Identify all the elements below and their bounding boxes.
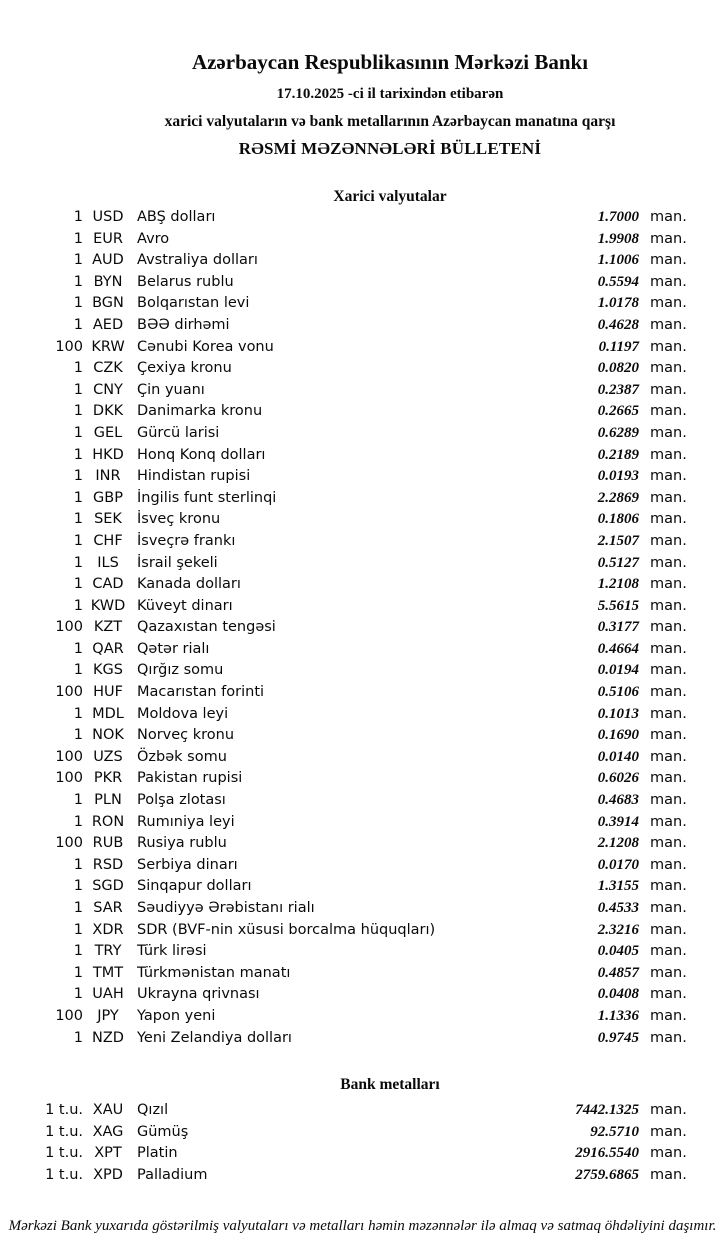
quantity-value: 1 <box>73 943 83 960</box>
unit-label: man. <box>650 1007 687 1024</box>
quantity-value: 1 <box>73 446 83 463</box>
rate-value: 1.2108 <box>597 576 639 593</box>
rate-value: 2.2869 <box>597 489 639 506</box>
rate-value: 0.2665 <box>597 403 639 420</box>
rate-value: 0.5106 <box>597 684 639 701</box>
currency-code: HUF <box>93 684 123 701</box>
unit-label: man. <box>650 1166 687 1183</box>
rate-value: 5.5615 <box>597 597 639 614</box>
unit-label: man. <box>650 252 687 269</box>
currency-name: Qırğız somu <box>137 662 224 679</box>
currency-code: GBP <box>93 489 123 506</box>
currency-name: Səudiyyə Ərəbistanı rialı <box>137 900 315 916</box>
currency-code: KRW <box>91 338 125 355</box>
rate-value: 0.4628 <box>597 316 639 333</box>
rate-row <box>0 293 725 315</box>
quantity-value: 1 <box>73 705 83 722</box>
rate-row <box>0 1165 725 1187</box>
rate-value: 0.4664 <box>597 640 639 657</box>
currency-name: Norveç kronu <box>137 727 235 744</box>
currency-code: KGS <box>93 662 123 679</box>
unit-label: man. <box>650 316 687 333</box>
quantity-value: 100 <box>55 1007 83 1024</box>
currency-name: Türkmənistan manatı <box>137 964 291 981</box>
currency-code: KWD <box>90 597 126 614</box>
rate-value: 0.0193 <box>597 468 639 485</box>
currency-name: Moldova leyi <box>137 705 229 722</box>
quantity-value: 1 <box>73 964 83 981</box>
unit-label: man. <box>650 446 687 463</box>
rate-row <box>0 768 725 790</box>
rate-value: 1.3155 <box>597 878 639 895</box>
rate-row <box>0 617 725 639</box>
quantity-value: 1 t.u. <box>45 1102 83 1119</box>
quantity-value: 1 <box>73 576 83 593</box>
rate-row <box>0 682 725 704</box>
rate-value: 2759.6865 <box>575 1166 639 1183</box>
currency-code: CHF <box>93 532 123 549</box>
unit-label: man. <box>650 1029 687 1046</box>
currency-code: SAR <box>93 900 123 916</box>
quantity-value: 1 <box>73 316 83 333</box>
rate-row <box>0 337 725 359</box>
currency-name: BƏƏ dirhəmi <box>137 316 230 333</box>
currency-name: Gürcü larisi <box>137 424 220 441</box>
currency-name: İsrail şekeli <box>137 554 218 571</box>
rate-value: 0.2189 <box>597 446 639 463</box>
rate-row <box>0 229 725 251</box>
quantity-value: 1 <box>73 468 83 485</box>
unit-label: man. <box>650 640 687 657</box>
currency-name: Rusiya rublu <box>137 835 227 852</box>
currency-name: Qətər rialı <box>137 640 210 657</box>
currency-code: RUB <box>92 835 124 852</box>
quantity-value: 1 <box>73 856 83 873</box>
quantity-value: 1 <box>73 662 83 679</box>
bulletin-header <box>0 0 725 158</box>
currency-code: KZT <box>93 619 123 636</box>
currency-name: Özbək somu <box>137 748 227 765</box>
rate-value: 0.6026 <box>597 770 639 787</box>
rate-value: 1.1006 <box>597 252 639 269</box>
currency-code: RON <box>91 813 125 830</box>
unit-label: man. <box>650 900 687 916</box>
currency-name: Rumıniya leyi <box>137 813 235 830</box>
currency-code: SEK <box>94 511 122 528</box>
currency-name: Qızıl <box>137 1102 169 1119</box>
rate-value: 92.5710 <box>590 1123 639 1140</box>
currency-code: JPY <box>97 1007 119 1024</box>
rate-row <box>0 855 725 877</box>
rate-value: 0.0140 <box>597 748 639 765</box>
quantity-value: 1 t.u. <box>45 1166 83 1183</box>
currency-name: İsveç kronu <box>137 511 221 528</box>
rate-value: 0.2387 <box>597 381 639 398</box>
rate-row <box>0 531 725 553</box>
rate-value: 0.0820 <box>597 360 639 377</box>
rate-row <box>0 725 725 747</box>
rate-value: 0.3177 <box>597 619 639 636</box>
unit-label: man. <box>650 1123 687 1140</box>
bank-name: Azərbaycan Respublikasının Mərkəzi Bankı <box>191 50 589 74</box>
unit-label: man. <box>650 1102 687 1119</box>
quantity-value: 1 <box>73 489 83 506</box>
quantity-value: 100 <box>55 338 83 355</box>
quantity-value: 1 <box>73 381 83 398</box>
rate-row <box>0 272 725 294</box>
currency-code: XPT <box>94 1145 122 1162</box>
currency-code: TMT <box>92 964 124 981</box>
rate-row <box>0 1122 725 1144</box>
currency-code: UAH <box>92 986 124 1003</box>
rate-value: 0.1690 <box>597 727 639 744</box>
rate-row <box>0 488 725 510</box>
rate-row <box>0 445 725 467</box>
unit-label: man. <box>650 576 687 593</box>
rate-row <box>0 401 725 423</box>
rate-row <box>0 898 725 920</box>
currency-name: Qazaxıstan tengəsi <box>137 619 276 636</box>
rate-value: 0.0408 <box>597 986 639 1003</box>
currency-code: MDL <box>92 705 124 722</box>
quantity-value: 1 <box>73 511 83 528</box>
unit-label: man. <box>650 748 687 765</box>
rate-value: 0.5594 <box>597 273 639 290</box>
unit-label: man. <box>650 403 687 420</box>
currency-code: AED <box>92 316 124 333</box>
unit-label: man. <box>650 532 687 549</box>
rate-value: 0.0194 <box>597 662 639 679</box>
unit-label: man. <box>650 468 687 485</box>
quantity-value: 1 <box>73 1029 83 1046</box>
quantity-value: 1 <box>73 921 83 938</box>
currency-name: İngilis funt sterlinqi <box>137 489 277 506</box>
currency-name: Palladium <box>137 1166 208 1183</box>
quantity-value: 1 <box>73 813 83 830</box>
rate-row <box>0 358 725 380</box>
unit-label: man. <box>650 489 687 506</box>
unit-label: man. <box>650 230 687 247</box>
currency-code: BYN <box>93 273 123 290</box>
currency-code: PKR <box>93 770 123 787</box>
currencies-section-title: Xarici valyutalar <box>333 188 447 205</box>
rate-row <box>0 509 725 531</box>
currency-name: Gümüş <box>137 1123 189 1140</box>
quantity-value: 1 <box>73 727 83 744</box>
currency-name: Platin <box>137 1145 178 1162</box>
quantity-value: 1 <box>73 403 83 420</box>
currency-code: RSD <box>92 856 124 873</box>
disclaimer-text: Mərkəzi Bank yuxarıda göstərilmiş valyutaları və metalları həmin məzənnələr ilə almaq və satmaq öhdəliyini daşımır. <box>8 1217 717 1234</box>
quantity-value: 1 <box>73 273 83 290</box>
currency-code: PLN <box>94 792 122 809</box>
currency-code: EUR <box>93 230 123 247</box>
currency-name: İsveçrə frankı <box>137 532 236 549</box>
currency-code: SGD <box>92 878 124 895</box>
rate-value: 0.5127 <box>597 554 639 571</box>
rate-row <box>0 207 725 229</box>
currency-name: Avro <box>137 230 170 247</box>
unit-label: man. <box>650 619 687 636</box>
unit-label: man. <box>650 511 687 528</box>
rate-value: 0.6289 <box>597 424 639 441</box>
unit-label: man. <box>650 338 687 355</box>
metals-section-title: Bank metalları <box>340 1076 440 1094</box>
currency-code: CNY <box>93 381 123 398</box>
currency-code: UZS <box>93 748 123 765</box>
quantity-value: 100 <box>55 748 83 765</box>
bulletin-title: RƏSMİ MƏZƏNNƏLƏRİ BÜLLETENİ <box>238 139 542 158</box>
rate-row <box>0 833 725 855</box>
unit-label: man. <box>650 770 687 787</box>
currency-name: ABŞ dolları <box>137 209 216 225</box>
rate-row <box>0 812 725 834</box>
unit-label: man. <box>650 684 687 701</box>
currency-name: Serbiya dinarı <box>137 856 238 873</box>
rate-row <box>0 315 725 337</box>
rate-row <box>0 1143 725 1165</box>
currency-name: Pakistan rupisi <box>137 770 243 787</box>
currency-code: NZD <box>92 1029 124 1046</box>
currency-name: Sinqapur dolları <box>137 878 252 895</box>
quantity-value: 1 <box>73 554 83 571</box>
quantity-value: 1 <box>73 640 83 657</box>
currency-name: Honq Konq dolları <box>137 446 266 463</box>
quantity-value: 1 <box>73 792 83 809</box>
currency-name: Yapon yeni <box>137 1007 216 1024</box>
quantity-value: 100 <box>55 835 83 852</box>
metal-rates-table <box>0 1100 725 1186</box>
quantity-value: 1 <box>73 252 83 269</box>
rate-value: 1.9908 <box>597 230 639 247</box>
rate-value: 1.0178 <box>597 295 639 312</box>
rate-row <box>0 876 725 898</box>
rate-row <box>0 574 725 596</box>
quantity-value: 1 <box>73 360 83 377</box>
currency-code: XDR <box>92 921 124 938</box>
quantity-value: 1 t.u. <box>45 1123 83 1140</box>
rate-value: 1.7000 <box>597 209 639 225</box>
currency-code: XAU <box>92 1102 124 1119</box>
unit-label: man. <box>650 360 687 377</box>
effective-date-line: 17.10.2025 -ci il tarixindən etibarən <box>276 86 504 102</box>
quantity-value: 100 <box>55 684 83 701</box>
rate-row <box>0 596 725 618</box>
rate-value: 0.4533 <box>597 900 639 916</box>
currency-name: Kanada dolları <box>137 576 241 593</box>
rate-row <box>0 941 725 963</box>
currency-code: INR <box>95 468 121 485</box>
unit-label: man. <box>650 424 687 441</box>
quantity-value: 1 <box>73 295 83 312</box>
unit-label: man. <box>650 964 687 981</box>
rate-value: 2.1507 <box>597 532 639 549</box>
currency-name: Macarıstan forinti <box>137 684 265 701</box>
rate-value: 0.0405 <box>597 943 639 960</box>
quantity-value: 1 <box>73 597 83 614</box>
quantity-value: 1 <box>73 532 83 549</box>
rate-value: 0.1806 <box>597 511 639 528</box>
rate-row <box>0 747 725 769</box>
currency-name: Yeni Zelandiya dolları <box>137 1029 292 1046</box>
rate-row <box>0 1006 725 1028</box>
rate-row <box>0 1028 725 1050</box>
rate-value: 0.1013 <box>597 705 639 722</box>
quantity-value: 1 <box>73 986 83 1003</box>
currency-name: Küveyt dinarı <box>137 597 233 614</box>
currency-code: TRY <box>94 943 122 960</box>
currency-name: Çexiya kronu <box>137 360 232 377</box>
rate-value: 2916.5540 <box>575 1145 639 1162</box>
unit-label: man. <box>650 295 687 312</box>
quantity-value: 1 <box>73 900 83 916</box>
currency-code: GEL <box>93 424 123 441</box>
unit-label: man. <box>650 856 687 873</box>
unit-label: man. <box>650 209 687 225</box>
currency-code: AUD <box>92 252 124 269</box>
rate-row <box>0 639 725 661</box>
currency-name: Ukrayna qrivnası <box>137 986 260 1003</box>
currency-code: NOK <box>92 727 124 744</box>
currency-code: BGN <box>92 295 124 312</box>
unit-label: man. <box>650 792 687 809</box>
unit-label: man. <box>650 662 687 679</box>
unit-label: man. <box>650 554 687 571</box>
rate-row <box>0 920 725 942</box>
currency-code: CAD <box>92 576 124 593</box>
quantity-value: 100 <box>55 770 83 787</box>
currency-code: CZK <box>93 360 123 377</box>
rate-value: 2.3216 <box>597 921 639 938</box>
quantity-value: 1 t.u. <box>45 1145 83 1162</box>
rate-value: 2.1208 <box>597 835 639 852</box>
currency-name: Hindistan rupisi <box>137 468 251 485</box>
rate-value: 0.1197 <box>598 338 639 355</box>
rate-row <box>0 704 725 726</box>
rate-row <box>0 984 725 1006</box>
currency-name: SDR (BVF-nin xüsusi borcalma hüquqları) <box>137 921 436 938</box>
rate-value: 0.4683 <box>597 792 639 809</box>
unit-label: man. <box>650 943 687 960</box>
unit-label: man. <box>650 597 687 614</box>
subtitle-line: xarici valyutaların və bank metallarının Azərbaycan manatına qarşı <box>164 113 616 130</box>
rate-value: 0.4857 <box>597 964 639 981</box>
rate-row <box>0 1100 725 1122</box>
rate-row <box>0 250 725 272</box>
quantity-value: 1 <box>73 230 83 247</box>
currency-name: Danimarka kronu <box>137 403 263 420</box>
rate-value: 1.1336 <box>597 1007 639 1024</box>
unit-label: man. <box>650 835 687 852</box>
currency-code: QAR <box>92 640 124 657</box>
rate-row <box>0 790 725 812</box>
unit-label: man. <box>650 1145 687 1162</box>
rate-value: 0.9745 <box>597 1029 639 1046</box>
rate-row <box>0 466 725 488</box>
currency-name: Cənubi Korea vonu <box>137 338 274 355</box>
quantity-value: 100 <box>55 619 83 636</box>
unit-label: man. <box>650 921 687 938</box>
currency-name: Avstraliya dolları <box>137 252 258 269</box>
currency-name: Belarus rublu <box>137 273 234 290</box>
unit-label: man. <box>650 878 687 895</box>
currency-code: XAG <box>92 1123 124 1140</box>
quantity-value: 1 <box>73 424 83 441</box>
unit-label: man. <box>650 727 687 744</box>
rate-row <box>0 660 725 682</box>
currency-code: ILS <box>97 554 119 571</box>
currency-name: Polşa zlotası <box>137 792 226 809</box>
currency-code: DKK <box>92 403 124 420</box>
unit-label: man. <box>650 986 687 1003</box>
rate-value: 0.0170 <box>597 856 639 873</box>
currency-name: Türk lirəsi <box>137 943 207 960</box>
rate-row <box>0 380 725 402</box>
currency-code: USD <box>92 209 124 225</box>
rate-value: 7442.1325 <box>575 1102 639 1119</box>
unit-label: man. <box>650 705 687 722</box>
currency-rates-table <box>0 207 725 1049</box>
rate-row <box>0 553 725 575</box>
unit-label: man. <box>650 813 687 830</box>
currency-code: XPD <box>93 1166 123 1183</box>
rate-value: 0.3914 <box>597 813 639 830</box>
rate-row <box>0 423 725 445</box>
currency-name: Bolqarıstan levi <box>137 295 250 312</box>
unit-label: man. <box>650 381 687 398</box>
quantity-value: 1 <box>73 878 83 895</box>
unit-label: man. <box>650 273 687 290</box>
rate-row <box>0 963 725 985</box>
currency-name: Çin yuanı <box>137 381 205 398</box>
currency-code: HKD <box>92 446 124 463</box>
quantity-value: 1 <box>73 209 83 225</box>
